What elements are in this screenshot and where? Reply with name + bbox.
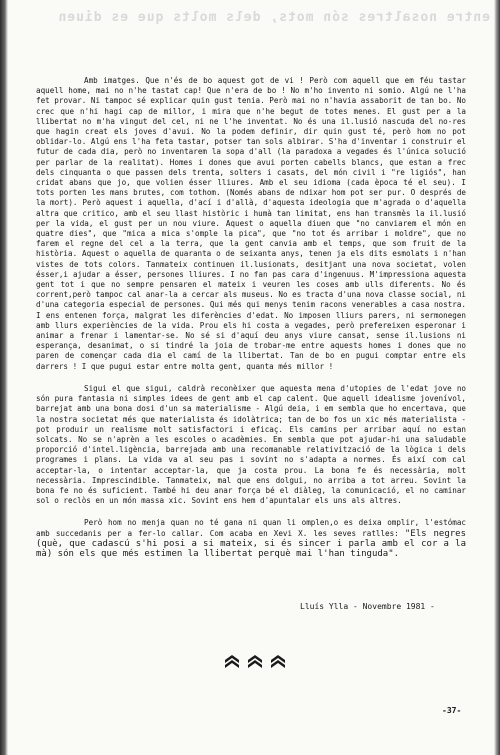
author-signature: Lluís Ylla - Novembre 1981 -: [300, 602, 435, 611]
article-body: [36, 76, 466, 559]
chevron-up-icon: [247, 652, 263, 668]
page-number: -37-: [442, 706, 462, 715]
chevron-up-icon: [224, 652, 240, 668]
closing-paragraph: [36, 518, 466, 559]
page-right-edge: [494, 0, 500, 755]
paragraph-2: Sigui el que sigui, caldrà reconèixer que aquesta mena d'utopies de l'edat jove no són pura fantasia ni simples idees de gent amb el cap calent. Que aquell idealisme jovenívol, barrejat amb una bona dosi d'un sa materialisme - Algú deia, i em sembla que ho encertava, que la nostra societat més que materialista és idolàtrica; tan de bo fos un xic més materialista - pot produir un realisme molt satisfactori i eficaç. Els camins per arribar aquí no estan solcats. No se n'aprèn a les escoles o acadèmies. Em sembla que pot ajudar-hi una saludable proporció d'intel.ligència, barrejada amb una recomanable relativització de la lògica i dels programes i plans. La vida va al seu pas i sovint no s'adapta a normes. És així com cal acceptar-la, o intentar acceptar-la, que ja costa prou. La bona fe és necessària, molt necessària. Imprescindible. Tanmateix, mal que ens dolgui, no arriba a tot arreu. Sovint la bona fe no és suficient. També hi deu anar força bé el diàleg, la comunicació, el no caminar sol o reclòs en un món massa xic. Sovint ens hem d'apuntalar els uns als altres.: [36, 383, 466, 506]
chevron-up-icon: [270, 652, 286, 668]
bleed-through-text: entre nosaltres són mots, dels molts que es diuen: [57, 10, 490, 25]
chevron-ornament: [224, 652, 286, 668]
closing-text: Però hom no menja quan no té gana ni quan li omplen,o es deixa omplir, l'estómac amb succedanis per a fer-lo callar. Com acaba en Xevi X. les seves ratlles:: [36, 518, 466, 538]
paragraph-1: Amb imatges. Que n'és de bo aquest got de vi ! Però com aquell que em féu tastar aquell home, mai no n'he tastat cap! Que n'era de bo ! No m'ho invento ni somio. Algú ne l'ha fet provar. Ni tampoc sé explicar quin gust tenia. Però mai no n'havia assaborit de tan bo. No crec que n'hi hagi cap de millor, i mira que n'he begut de totes menes. El gust per a la llibertat no m'ha vingut del cel, ni ne l'he inventat. No és una il.lusió nascuda del no-res que hagin creat els joves d'avui. No la podem definir, dir quin gust té, però hom no pot oblidar-lo. Algú ens l'ha feta tastar, potser tan sols albirar. S'ha d'inventar i construir el futur de cada dia, però no inventarem la sopa d'all (la paradoxa a vegades és l'única solució per parlar de la realitat). Homes i dones que avui porten cabells blancs, que estan a frec dels cinquanta o que passen dels trenta, solters i casats, del món civil i "re ligiós", han cridat abans que jo, que volien ésser lliures. Amb el seu idioma (cada època té el seu). I tots porten les mans brutes, com tothom. (Només abans de ndixar hom pot ser pur. O després de la mort). Però aquest i aquella, d'ací i d'allà, d'aquesta ideologia que m'agrada o d'aquella altra que critico, amb el seu llast històric i humà tan limitat, ens han transmès la il.lusió per la vida, el gust per un nou viure. Aquest o aquella diuen que "no canviarem el món en quatre dies", que "mica a mica s'omple la pica", que "no tot és arribar i moldre", que no farem el regne del cel a la terra, que la gent canvia amb el temps, que som fruit de la història. Aquest o aquella de quaranta o de seixanta anys, tenen ja els dits esmolats i n'han vistes de tots colors. Tanmateix continuen il.lusionats, desitjant una nova societat, volen ésser,i ajudar a ésser, persones lliures. I no fan pas cara d'ingenuus. M'impressiona aquesta gent tot i que no sempre pensaren el mateix i veuren les coses amb ulls diferents. No és corrent,però tampoc cal anar-la a cercar als museus. No es tracta d'una nova classe social, ni d'una categoria especial de persones. Qui més qui menys tenim racons venerables a casa nostra. I ens entenen força, malgrat les diferències d'edat. No imposen lliurs parers, ni sermonegen amb llurs experiències de la vida. Prou els hi costa a vegades, però prefereixen esperonar i animar a frenar i lamentar-se. No sé si d'aquí deu anys viure cansat, sense il.lusions ni esperança, desanimat, o si tindré la joia de trobar-me entre aquests homes i dones que no paren de començar cada dia el camí de la llibertat. Tan de bo en pugui comptar entre els darrers ! I que pugui estar entre molta gent, quanta més millor !: [36, 76, 466, 371]
page-left-edge: [0, 0, 8, 755]
closing-quote: "Els negres (què, que cadascú s'hi posi a si mateix, si és sincer i parla amb el cor a la mà) són els que més estimen la llibertat perquè mai l'han tinguda".: [36, 528, 467, 559]
